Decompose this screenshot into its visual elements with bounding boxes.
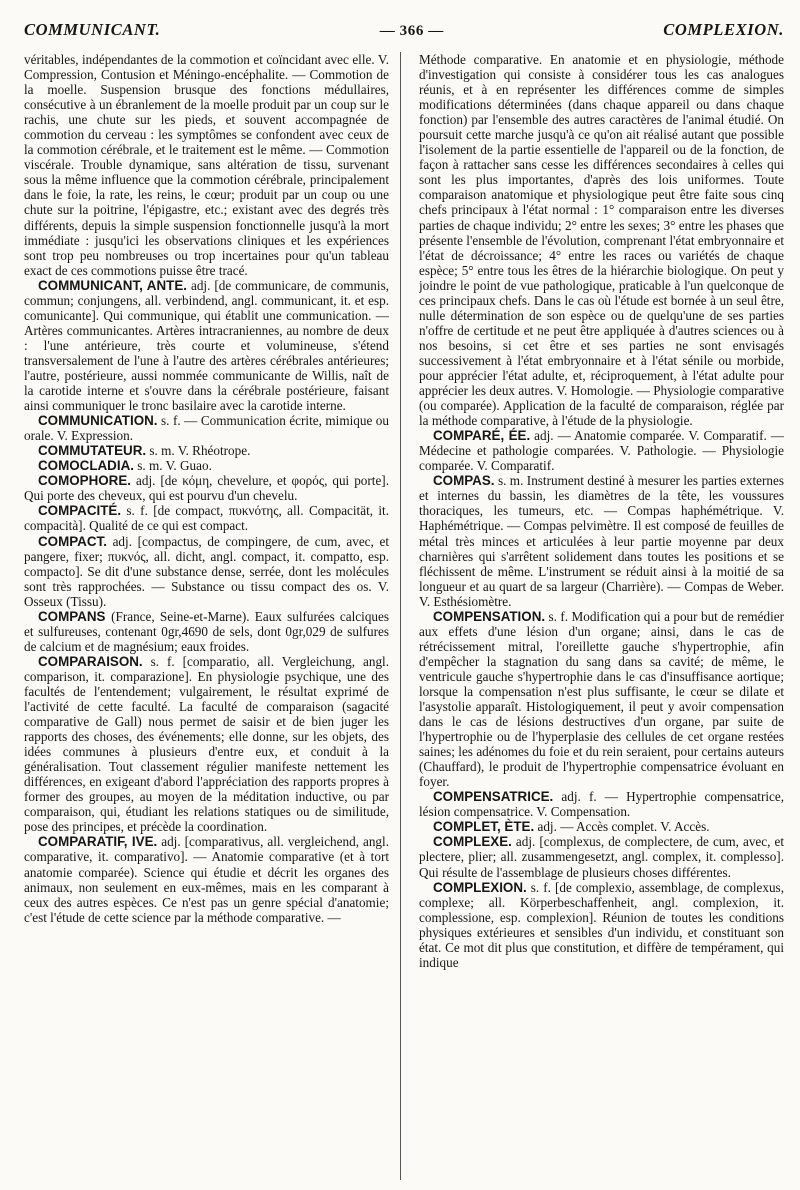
left-column: [24, 52, 389, 1182]
entry-complexe: COMPLEXE. adj. [complexus, de complectere, de cum, avec, et plectere, plier; all. zusammengesetzt, angl. complex, it. complesso]. Qui résulte de l'assemblage de plusieurs choses différentes.: [419, 834, 784, 880]
entry-compacite: COMPACITÉ. s. f. [de compact, πυκνότης, all. Compacität, it. compacità]. Qualité de ce qui est compact.: [24, 503, 389, 534]
entry-compensation: COMPENSATION. s. f. Modification qui a pour but de remédier aux effets d'une lésion d'un organe; ainsi, dans le cas de rétrécissement mitral, l'oreillette gauche s'hypertrophie, afin d'empêcher la stagnation du sang dans sa cavité; de même, le ventricule gauche s'hypertrophie dans le cas d'insuffisance aortique; lorsque la compensation n'est plus suffisante, le cœur se dilate et l'asystolie apparaît. Histologiquement, il peut y avoir compensation dans le cas de lésions destructives d'un organe, par suite de l'hypertrophie ou de l'hyperplasie des cellules de cet organe restées saines; les adénomes du foie et du rein seraient, pour certains auteurs (Chauffard), le produit de l'hypertrophie compensatrice évoluant en foyer.: [419, 608, 784, 790]
header-left-word: COMMUNICANT.: [24, 20, 161, 39]
entry-compensatrice: COMPENSATRICE. adj. f. — Hypertrophie compensatrice, lésion compensatrice. V. Compensation.: [419, 789, 784, 820]
entry-complexion: COMPLEXION. s. f. [de complexio, assemblage, de complexus, complexe; all. Körperbeschaffenheit, angl. complexion, it. complessione, esp. complexion]. Réunion de toutes les conditions physiques extérieures et sensibles d'un individu, et constituant son état. Ce mot dit plus que constitution, et diffère de tempérament, qui indique: [419, 879, 784, 970]
header-right-word: COMPLEXION.: [663, 20, 784, 39]
right-column: [419, 52, 784, 1182]
entry-compare: COMPARÉ, ÉE. adj. — Anatomie comparée. V. Comparatif. — Médecine et pathologie comparées. V. Pathologie. — Physiologie comparée. V. Comparatif.: [419, 428, 784, 474]
entry-compact: COMPACT. adj. [compactus, de compingere, de cum, avec, et pangere, fixer; πυκνός, all. dicht, angl. compact, it. compatto, esp. compacto]. Se dit d'une substance dense, serrée, dont les molécules sont très rapprochées. — Substance ou tissu compact des os. V. Osseux (Tissu).: [24, 533, 389, 609]
entry-comophore: COMOPHORE. adj. [de κόμη, chevelure, et φορός, qui porte]. Qui porte des cheveux, qui est pourvu d'un chevelu.: [24, 473, 389, 504]
entry-compas: COMPAS. s. m. Instrument destiné à mesurer les parties externes et internes du bassin, les diamètres de la tête, les voussures thoraciques, les tumeurs, etc. — Compas haphémétrique. V. Haphémétrique. — Compas pelvimètre. Il est composé de feuilles de métal très minces et articulées à leur partie moyenne par deux charnières qui s'arrêtent solidement dans toutes les positions et se fléchissent de même. L'instrument se réduit ainsi à la moitié de sa longueur et au quart de sa largeur (Charrière). — Compas de Weber. V. Esthésiomètre.: [419, 473, 784, 609]
entry-compans: COMPANS (France, Seine-et-Marne). Eaux sulfurées calciques et sulfureuses, contenant 0gr,4690 de sels, dont 0gr,029 de sulfures de calcium et de magnésium; eaux froides.: [24, 608, 389, 654]
entry-complet: COMPLET, ÈTE. adj. — Accès complet. V. Accès.: [433, 819, 710, 835]
entry-commutateur: COMMUTATEUR. s. m. V. Rhéotrope.: [38, 443, 251, 459]
running-header: [24, 20, 784, 46]
text-columns: [24, 52, 784, 1182]
page-number: — 366 —: [379, 23, 444, 39]
entry-methode-comparative: Méthode comparative. En anatomie et en physiologie, méthode d'investigation qui consiste à considérer tous les cas analogues réunis, et à en représenter les différences comme de simples modifications déterminées (dans chaque appareil ou dans chaque fonction) par l'ensemble des autres caractères de l'animal étudié. On poursuit cette marche jusqu'à ce qu'on ait réalisé autant que possible l'isolement de la partie essentielle de l'appareil ou de la fonction, de façon à rattacher sans cesse les différences secondaires à celles qui sont les plus importantes, d'après des lois uniformes. Toute comparaison anatomique et physiologique peut être faite sous cinq chefs principaux à l'état normal : 1° comparaison entre les diverses parties de chaque individu; 2° entre les sexes; 3° entre les phases que présente l'ensemble de l'évolution, comprenant l'état embryonnaire et l'état de décroissance; 4° entre les races ou variétés de chaque espèce; 5° entre tous les êtres de la hiérarchie biologique. On peut y joindre le point de vue pathologique, praticable à l'un quelconque de ces principaux chefs. Dans le cas où l'étude est bornée à un seul être, nulle détermination de son espèce ou de quelqu'une de ses parties n'offre de certitude et ne peut être appliquée à d'autres sciences ou à nos besoins, si cet être et ses parties ne sont envisagés successivement à l'état embryonnaire et à l'état sénile ou morbide, pour apprécier l'état adulte, et, réciproquement, à l'état adulte pour apprécier les deux autres. V. Homologie. — Physiologie comparative (ou comparée). Application de la faculté de comparaison, réglée par la méthode comparative, à l'étude de la physiologie.: [419, 52, 784, 429]
entry-communication: COMMUNICATION. s. f. — Communication écrite, mimique ou orale. V. Expression.: [24, 413, 389, 444]
entry-communicant: COMMUNICANT, ANTE. adj. [de communicare, de communis, commun; conjungens, all. verbindend, angl. communicant, it. et esp. comunicante]. Qui communique, qui établit une communication. — Artères communicantes. Artères intracraniennes, au nombre de deux : l'une antérieure, très courte et volumineuse, s'étend transversalement de l'une à l'autre des artères cérébrales antérieures; l'autre, postérieure, aussi nommée communicante de Willis, naît de la carotide interne et s'ouvre dans la cérébrale postérieure, faisant ainsi communiquer le tronc basilaire avec la carotide interne.: [24, 277, 389, 414]
entry-comparatif: COMPARATIF, IVE. adj. [comparativus, all. vergleichend, angl. comparative, it. comparativo]. — Anatomie comparative (et à tort anatomie comparée). Science qui étudie et décrit les organes des animaux, non seulement en eux-mêmes, mais en les comparant à ceux des autres espèces. Ce n'est pas un genre spécial d'anatomie; c'est l'étude de cette science par la méthode comparative. —: [24, 834, 389, 925]
entry-continuation: véritables, indépendantes de la commotion et coïncidant avec elle. V. Compression, Contusion et Méningo-encéphalite. — Commotion de la moelle. Suspension brusque des fonctions médullaires, consécutive à un ébranlement de la moelle produit par un coup sur le rachis, une chute sur les pieds, et souvent accompagnée de commotion du cerveau : les symptômes se confondent avec ceux de la commotion cérébrale, et le traitement est le même. — Commotion viscérale. Trouble dynamique, sans altération de tissu, survenant sous la même influence que la commotion cérébrale, principalement dans le foie, la rate, les reins, le cœur; produit par un coup ou une chute sur la poitrine, l'épigastre, etc.; existant avec des degrés très différents, depuis la simple suspension fonctionnelle jusqu'à la mort immédiate : jusqu'ici les observations cliniques et les expériences sont trop peu nombreuses ou trop incertaines pour qu'un tableau exact de ces commotions puisse être tracé.: [24, 52, 389, 278]
entry-comocladia: COMOCLADIA. s. m. V. Guao.: [38, 458, 212, 474]
entry-comparaison: COMPARAISON. s. f. [comparatio, all. Vergleichung, angl. comparison, it. comparazione]. En physiologie psychique, une des facultés de l'entendement; vulgairement, le résultat exprimé de l'activité de cette faculté. La faculté de comparaison (sagacité comparative de Gall) nous permet de saisir et de bien juger les rapports des choses, des événements; elle donne, sur les objets, des idées communes à plusieurs d'entre eux, et conduit à la généralisation. Tout classement régulier manifeste nettement les différences, en exigeant d'abord l'appréciation des rapports propres à former des groupes, au moyen de la méditation inductive, ou par comparaison, qui, étudiant les relations statiques ou de similitude, pose des principes, et précède la coordination.: [24, 653, 389, 835]
